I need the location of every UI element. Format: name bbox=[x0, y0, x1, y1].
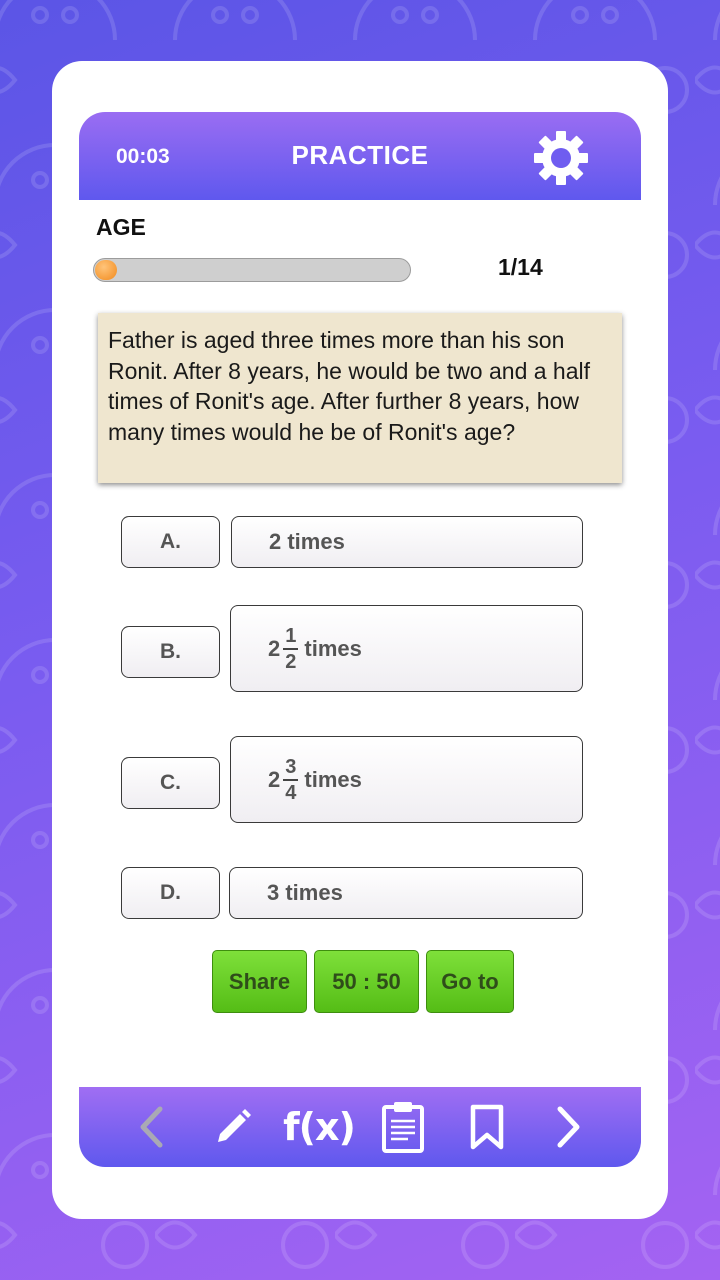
option-b-whole: 2 bbox=[268, 635, 281, 661]
progress-bar bbox=[93, 258, 411, 282]
question-counter: 1/14 bbox=[498, 254, 543, 280]
option-a-label[interactable]: A. bbox=[121, 516, 220, 568]
topic-label: AGE bbox=[96, 214, 146, 240]
timer: 00:03 bbox=[116, 145, 170, 168]
option-b-answer[interactable] bbox=[230, 605, 583, 692]
bookmark-icon[interactable] bbox=[459, 1101, 515, 1153]
option-b-text: times bbox=[304, 635, 362, 661]
option-a-answer[interactable] bbox=[231, 516, 583, 568]
chevron-right-icon[interactable] bbox=[547, 1101, 591, 1153]
page-title: PRACTICE bbox=[291, 140, 429, 170]
option-d-text: 3 times bbox=[267, 880, 343, 905]
progress-fill bbox=[95, 260, 117, 280]
option-b-fraction bbox=[283, 626, 298, 672]
option-b-denominator: 2 bbox=[283, 648, 298, 672]
option-c-whole: 2 bbox=[268, 766, 281, 792]
clipboard-icon[interactable] bbox=[375, 1101, 431, 1153]
goto-button[interactable]: Go to bbox=[426, 950, 514, 1013]
bottom-nav bbox=[79, 1087, 641, 1167]
option-c-numerator: 3 bbox=[285, 755, 297, 778]
option-c-label[interactable]: C. bbox=[121, 757, 220, 809]
option-c-fraction bbox=[283, 757, 298, 803]
chevron-left-icon[interactable] bbox=[129, 1101, 173, 1153]
gear-icon[interactable] bbox=[533, 130, 589, 186]
formula-icon[interactable]: f(x) bbox=[283, 1105, 355, 1149]
pencil-icon[interactable] bbox=[207, 1101, 259, 1153]
option-a-text: 2 times bbox=[269, 529, 345, 554]
fifty-fifty-button[interactable]: 50 : 50 bbox=[314, 950, 419, 1013]
share-button[interactable]: Share bbox=[212, 950, 307, 1013]
option-b-numerator: 1 bbox=[285, 624, 297, 647]
question-text: Father is aged three times more than his son Ronit. After 8 years, he would be two and a half times of Ronit's age. After further 8 years, how many times would he be of Ronit's age? bbox=[98, 313, 622, 483]
option-d-answer[interactable] bbox=[229, 867, 583, 919]
header-bar bbox=[79, 112, 641, 200]
option-c-denominator: 4 bbox=[283, 779, 298, 803]
option-c-text: times bbox=[304, 766, 362, 792]
option-d-label[interactable]: D. bbox=[121, 867, 220, 919]
option-b-label[interactable]: B. bbox=[121, 626, 220, 678]
option-c-answer[interactable] bbox=[230, 736, 583, 823]
